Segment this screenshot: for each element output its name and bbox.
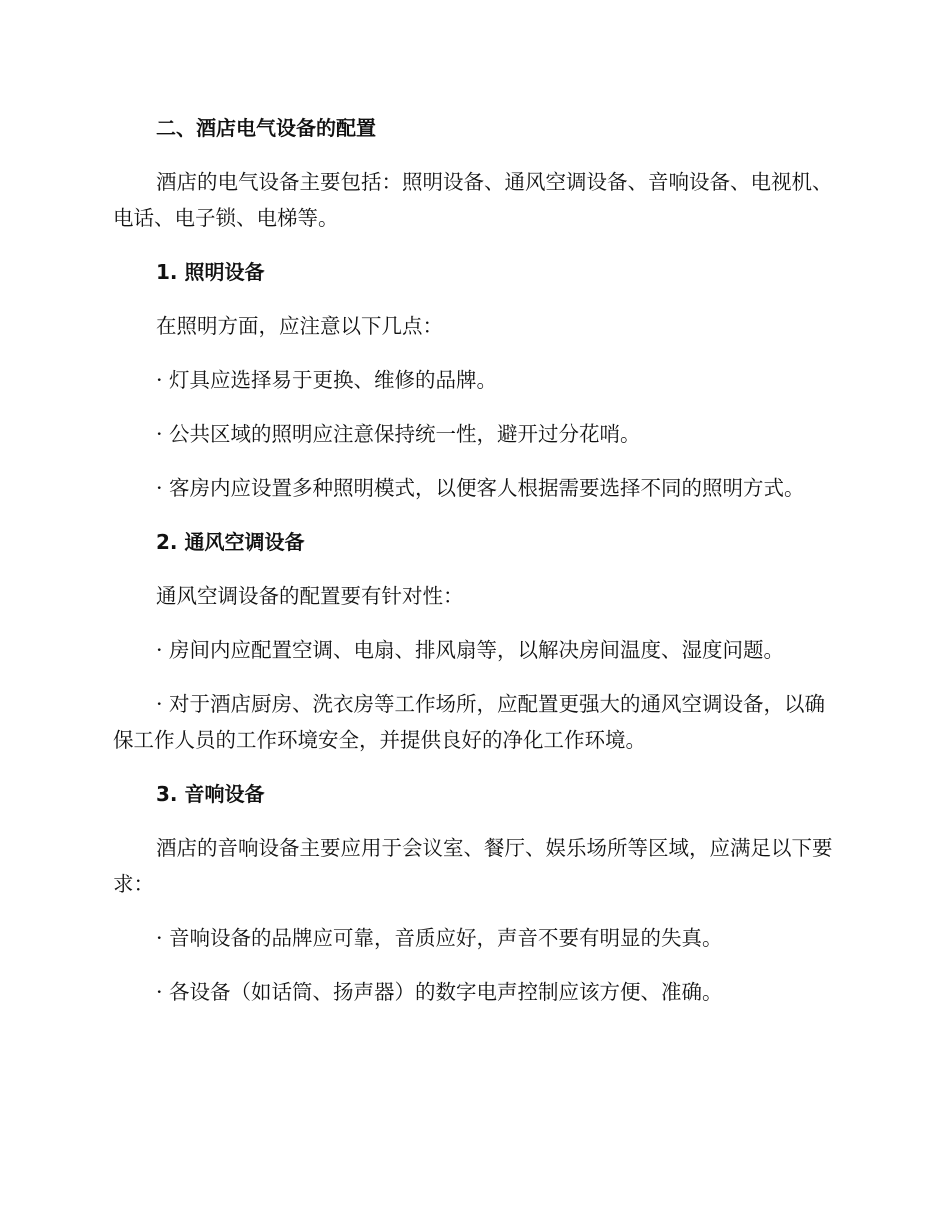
spacer [113, 614, 835, 632]
spacer [113, 506, 835, 524]
section-intro: 酒店的电气设备主要包括：照明设备、通风空调设备、音响设备、电视机、电话、电子锁、电梯等。 [113, 170, 833, 230]
spacer [113, 398, 835, 416]
spacer [113, 236, 835, 254]
lighting-bullet-1: · 灯具应选择易于更换、维修的品牌。 [156, 368, 498, 392]
audio-bullet-2: · 各设备（如话筒、扬声器）的数字电声控制应该方便、准确。 [156, 980, 723, 1004]
hvac-lead: 通风空调设备的配置要有针对性： [156, 584, 464, 608]
spacer [113, 560, 835, 578]
spacer [113, 956, 835, 974]
spacer [113, 668, 835, 686]
section-heading: 二、酒店电气设备的配置 [156, 116, 376, 140]
hvac-bullet-2: · 对于酒店厨房、洗衣房等工作场所，应配置更强大的通风空调设备，以确保工作人员的工作环境安全，并提供良好的净化工作环境。 [113, 692, 826, 752]
spacer [113, 758, 835, 776]
spacer [113, 290, 835, 308]
subsection-heading-lighting: 1. 照明设备 [156, 260, 265, 284]
document-page [113, 110, 835, 1010]
lighting-lead: 在照明方面，应注意以下几点： [156, 314, 443, 338]
audio-lead: 酒店的音响设备主要应用于会议室、餐厅、娱乐场所等区域，应满足以下要求： [113, 836, 833, 896]
spacer [113, 452, 835, 470]
subsection-heading-hvac: 2. 通风空调设备 [156, 530, 305, 554]
lighting-bullet-2: · 公共区域的照明应注意保持统一性，避开过分花哨。 [156, 422, 641, 446]
spacer [113, 344, 835, 362]
lighting-bullet-3: · 客房内应设置多种照明模式，以便客人根据需要选择不同的照明方式。 [156, 476, 805, 500]
hvac-bullet-1: · 房间内应配置空调、电扇、排风扇等，以解决房间温度、湿度问题。 [156, 638, 785, 662]
spacer [113, 812, 835, 830]
spacer [113, 146, 835, 164]
spacer [113, 902, 835, 920]
subsection-heading-audio: 3. 音响设备 [156, 782, 265, 806]
audio-bullet-1: · 音响设备的品牌应可靠，音质应好，声音不要有明显的失真。 [156, 926, 723, 950]
